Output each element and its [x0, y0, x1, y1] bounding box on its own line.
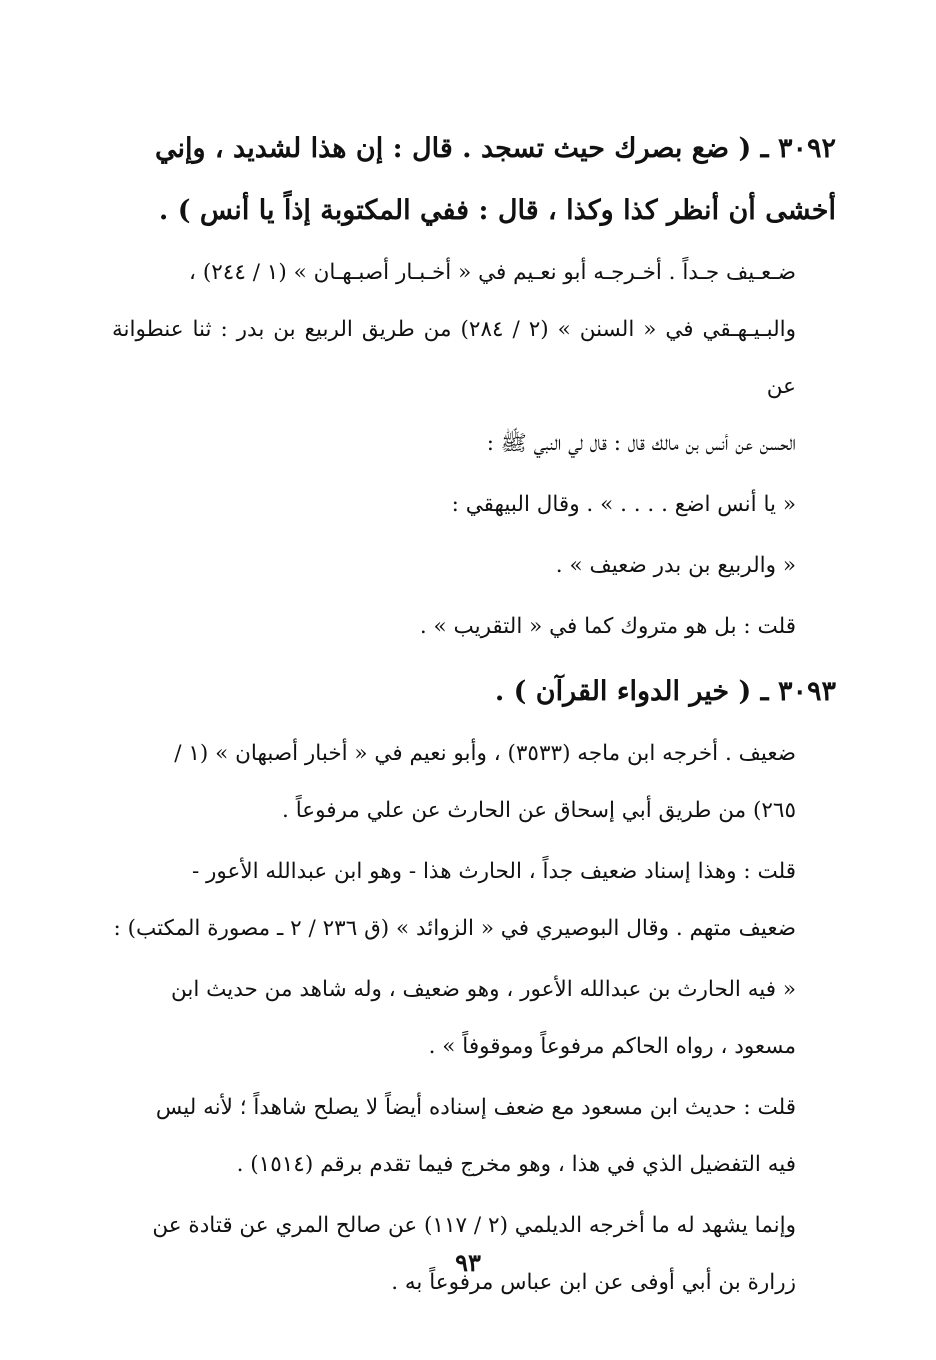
commentary-line: قلت : حديث ابن مسعود مع ضعف إسناده أيضاً لا يصلح شاهداً ؛ لأنه ليس: [155, 1095, 796, 1120]
commentary-line: ضعيف . أخرجه ابن ماجه (٣٥٣٣) ، وأبو نعيم في « أخبار أصبهان » (١ /: [174, 741, 796, 766]
heading-line: ٣٠٩٣ ـ ( خير الدواء القرآن ) .: [494, 676, 836, 707]
page-body: [112, 118, 836, 1315]
commentary-line: « فيه الحارث بن عبدالله الأعور ، وهو ضعيف ، وله شاهد من حديث ابن: [171, 977, 796, 1002]
commentary-line: فيه التفضيل الذي في هذا ، وهو مخرج فيما تقدم برقم (١٥١٤) .: [236, 1152, 796, 1177]
commentary-paragraph: [112, 1079, 836, 1193]
heading-line: ٣٠٩٢ ـ ( ضع بصرك حيث تسجد . قال : إن هذا لشديد ، وإني: [154, 133, 836, 164]
commentary-line: « والربيع بن بدر ضعيف » .: [555, 553, 796, 578]
commentary-line: « يا أنس اضع . . . . » . وقال البيهقي :: [451, 492, 796, 517]
quote-paragraph: [112, 476, 836, 533]
commentary-line: والبـيـهـقي في « السنن » (٢ / ٢٨٤) من طريق الربيع بن بدر : ثنا عنطوانة عن: [112, 317, 796, 399]
commentary-line: وإنما يشهد له ما أخرجه الديلمي (٢ / ١١٧) عن صالح المري عن قتادة عن: [152, 1213, 796, 1238]
page-number: ٩٣: [455, 1248, 481, 1277]
commentary-paragraph: [112, 598, 836, 655]
heading-line: أخشى أن أنظر كذا وكذا ، قال : ففي المكتوبة إذاً يا أنس ) .: [158, 195, 836, 226]
commentary-line: ٢٦٥) من طريق أبي إسحاق عن الحارث عن علي مرفوعاً .: [282, 798, 796, 823]
commentary-line: قلت : بل هو متروك كما في « التقريب » .: [419, 614, 796, 639]
quote-paragraph: [112, 537, 836, 594]
commentary-line: زرارة بن أبي أوفى عن ابن عباس مرفوعاً به .: [391, 1270, 796, 1295]
commentary-paragraph: [112, 244, 836, 472]
hadith-heading-3092: [112, 118, 836, 242]
commentary-line: قلت : وهذا إسناد ضعيف جداً ، الحارث هذا - وهو ابن عبدالله الأعور -: [191, 859, 796, 884]
hadith-heading-3093: [112, 661, 836, 723]
commentary-line: ضعيف متهم . وقال البوصيري في « الزوائد » (ق ٢٣٦ / ٢ ـ مصورة المكتب) :: [113, 916, 796, 941]
commentary-line: مسعود ، رواه الحاكم مرفوعاً وموقوفاً » .: [428, 1034, 796, 1059]
commentary-paragraph: [112, 725, 836, 839]
commentary-paragraph: [112, 843, 836, 957]
commentary-line: الحسن عن أنس بن مالك قال : قال لي النبي ﷺ :: [486, 431, 796, 456]
commentary-line: ضـعـيف جـداً . أخـرجـه أبو نعـيم في « أخـبـار أصبـهـان » (١ / ٢٤٤) ،: [189, 260, 796, 285]
quote-paragraph: [112, 961, 836, 1075]
